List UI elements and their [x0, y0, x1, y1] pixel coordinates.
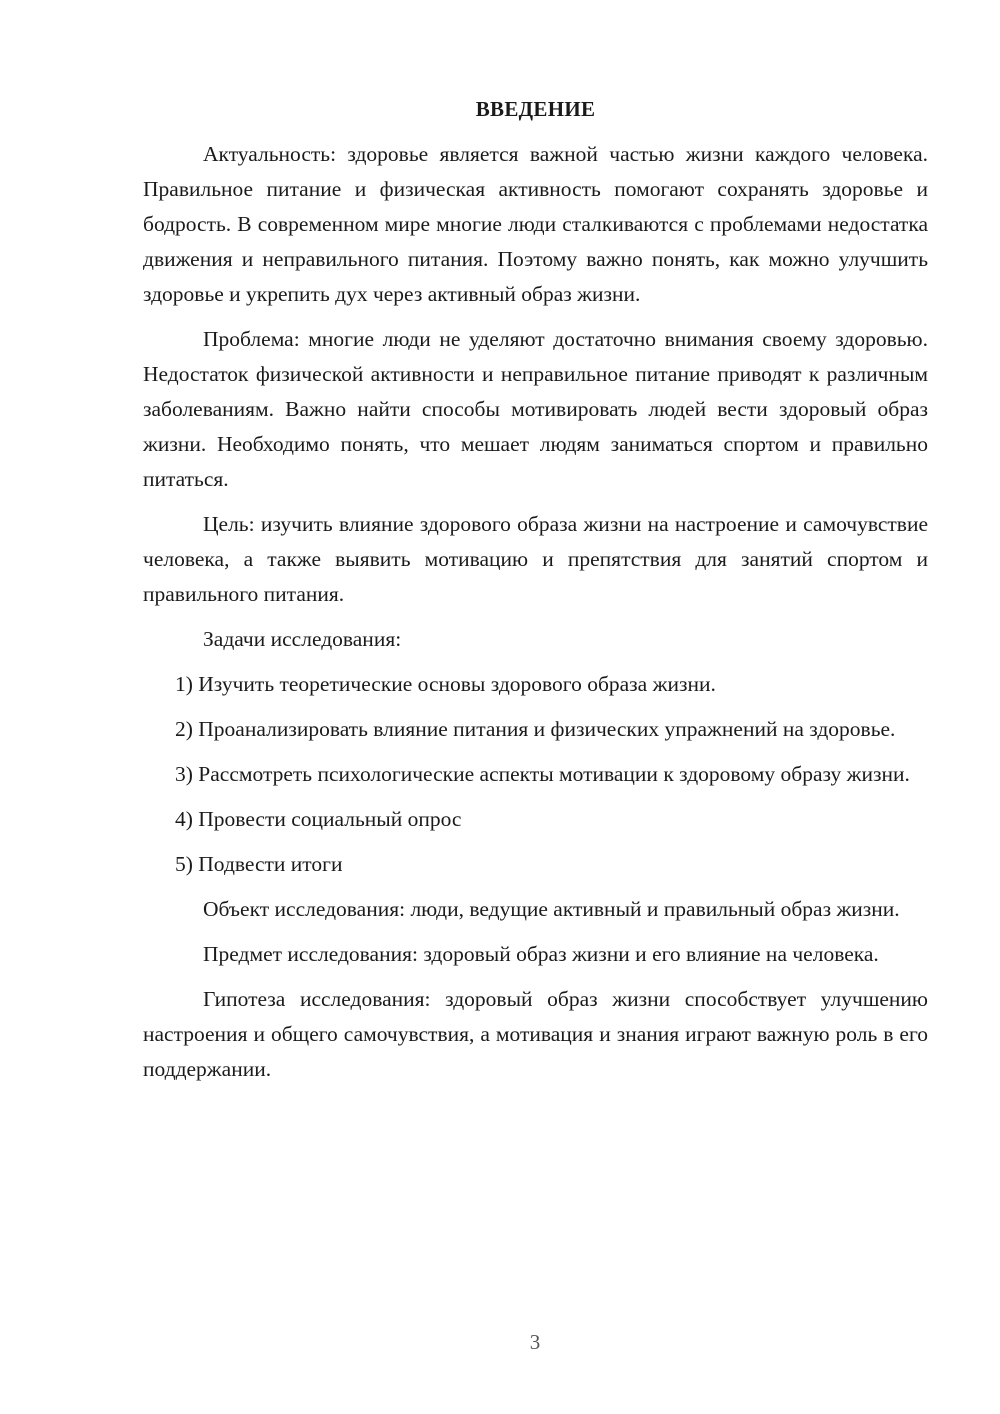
paragraph-object: Объект исследования: люди, ведущие активный и правильный образ жизни.	[203, 897, 900, 921]
task-item-5: 5) Подвести итоги	[175, 852, 343, 876]
task-item-4: 4) Провести социальный опрос	[175, 807, 462, 831]
paragraph-hypothesis: Гипотеза исследования: здоровый образ жизни способствует улучшению настроения и общего самочувствия, а мотивация и знания играют важную роль в его поддержании.	[143, 987, 928, 1081]
paragraph-goal: Цель: изучить влияние здорового образа жизни на настроение и самочувствие человека, а также выявить мотивацию и препятствия для занятий спортом и правильного питания.	[143, 512, 928, 606]
paragraph-subject: Предмет исследования: здоровый образ жизни и его влияние на человека.	[203, 942, 879, 966]
task-item-1: 1) Изучить теоретические основы здорового образа жизни.	[175, 672, 716, 696]
section-heading: ВВЕДЕНИЕ	[475, 97, 596, 121]
paragraph-relevance: Актуальность: здоровье является важной частью жизни каждого человека. Правильное питание и физическая активность помогают сохранять здоровье и бодрость. В современном мире многие люди сталкиваются с проблемами недостатка движения и неправильного питания. Поэтому важно понять, как можно улучшить здоровье и укрепить дух через активный образ жизни.	[143, 142, 928, 306]
paragraph-problem: Проблема: многие люди не уделяют достаточно внимания своему здоровью. Недостаток физической активности и неправильное питание приводят к различным заболеваниям. Важно найти способы мотивировать людей вести здоровый образ жизни. Необходимо понять, что мешает людям заниматься спортом и правильно питаться.	[143, 327, 928, 491]
page-body	[143, 92, 928, 1097]
page-number: 3	[529, 1330, 541, 1354]
task-item-2: 2) Проанализировать влияние питания и физических упражнений на здоровье.	[175, 717, 896, 741]
task-item-3: 3) Рассмотреть психологические аспекты мотивации к здоровому образу жизни.	[175, 762, 910, 786]
paragraph-tasks-intro: Задачи исследования:	[203, 627, 402, 651]
